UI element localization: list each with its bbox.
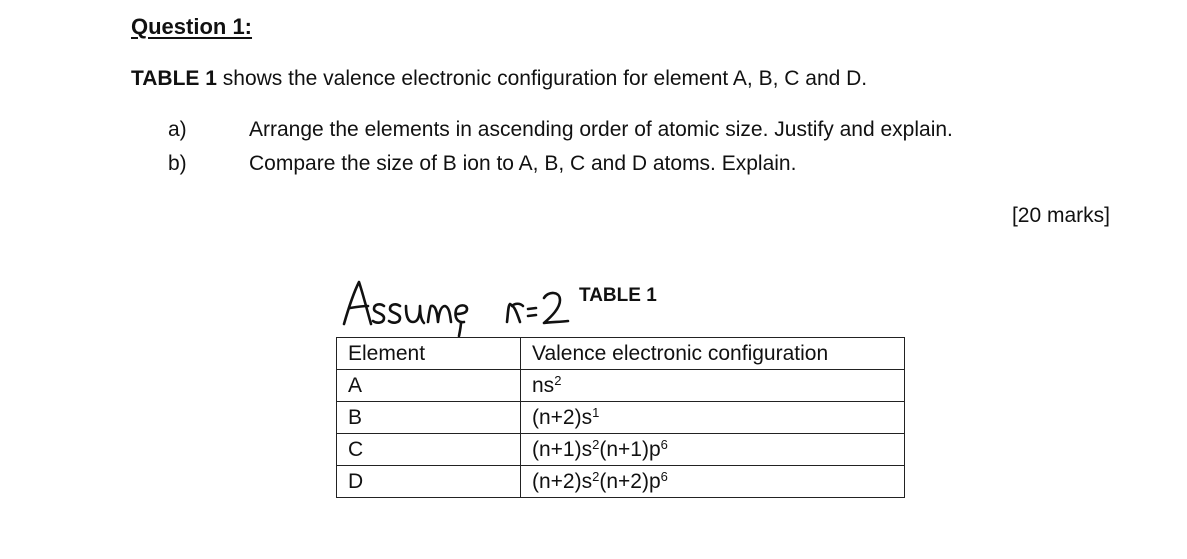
config-superscript: 2 bbox=[592, 469, 600, 484]
cell-element: B bbox=[337, 402, 521, 434]
table-row bbox=[337, 370, 905, 402]
config-superscript: 6 bbox=[660, 437, 668, 452]
item-letter: b) bbox=[168, 152, 187, 175]
table-row bbox=[337, 466, 905, 498]
config-superscript: 1 bbox=[592, 405, 600, 420]
table-header-row bbox=[337, 338, 905, 370]
intro-table-ref: TABLE 1 bbox=[131, 67, 217, 90]
intro-text: shows the valence electronic configuration for element A, B, C and D. bbox=[216, 67, 868, 90]
cell-element: A bbox=[337, 370, 521, 402]
config-superscript: 6 bbox=[660, 469, 668, 484]
question-item-a bbox=[168, 118, 953, 142]
table-row bbox=[337, 402, 905, 434]
handwritten-note bbox=[340, 276, 580, 338]
table-row bbox=[337, 434, 905, 466]
config-text: (n+1)s bbox=[532, 438, 593, 461]
cell-configuration bbox=[521, 402, 905, 434]
config-text: (n+2)s bbox=[532, 406, 593, 429]
config-text: (n+2)s bbox=[532, 470, 593, 493]
cell-configuration bbox=[521, 466, 905, 498]
header-configuration: Valence electronic configuration bbox=[521, 338, 905, 370]
item-text: Arrange the elements in ascending order of atomic size. Justify and explain. bbox=[249, 118, 953, 141]
config-superscript: 2 bbox=[554, 373, 562, 388]
question-intro bbox=[131, 67, 867, 91]
item-letter: a) bbox=[168, 118, 187, 141]
question-heading: Question 1: bbox=[131, 14, 253, 39]
config-text: (n+2)p bbox=[599, 470, 661, 493]
cell-configuration bbox=[521, 434, 905, 466]
cell-configuration bbox=[521, 370, 905, 402]
item-text: Compare the size of B ion to A, B, C and D atoms. Explain. bbox=[249, 152, 797, 175]
config-text: ns bbox=[532, 374, 555, 397]
marks-label: [20 marks] bbox=[1011, 204, 1110, 227]
cell-element: C bbox=[337, 434, 521, 466]
question-item-b bbox=[168, 152, 796, 176]
table-caption: TABLE 1 bbox=[579, 285, 657, 306]
config-superscript: 2 bbox=[592, 437, 600, 452]
configuration-table bbox=[336, 337, 905, 498]
cell-element: D bbox=[337, 466, 521, 498]
header-element: Element bbox=[337, 338, 521, 370]
config-text: (n+1)p bbox=[599, 438, 661, 461]
